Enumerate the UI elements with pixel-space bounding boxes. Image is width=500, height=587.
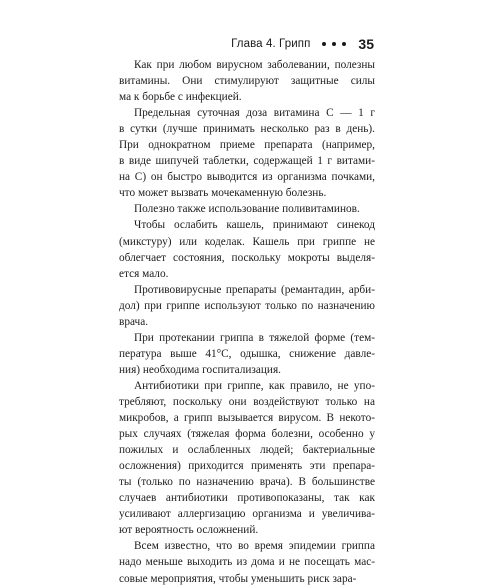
paragraph	[119, 201, 375, 217]
text-line: При протекании гриппа в тяжелой форме (тем-	[134, 331, 375, 344]
text-line: Всем известно, что во время эпидемии гриппа	[134, 540, 375, 553]
text-line: надо меньше выходить из дома и не посещать мас-	[119, 556, 375, 569]
text-line: Противовирусные препараты (ремантадин, арби-	[134, 283, 375, 296]
header-dot	[322, 42, 326, 46]
text-line: что может вызвать мочекаменную болезнь.	[119, 187, 327, 200]
text-line: микробов, а грипп вызывается вирусом. В некото-	[119, 412, 375, 425]
chapter-title: Глава 4. Грипп	[231, 38, 311, 50]
paragraph	[119, 378, 375, 538]
text-line: облегчает состояния, поскольку мокроты выделя-	[119, 251, 375, 264]
text-line: Как при любом вирусном заболевании, полезны	[134, 59, 375, 71]
text-line: врача.	[119, 315, 149, 328]
text-line: ты (только по назначению врача). В большинстве	[119, 476, 375, 489]
paragraph	[119, 538, 375, 586]
text-line: Чтобы ослабить кашель, принимают синекод	[134, 219, 375, 232]
text-line: рых случаях (тяжелая форма болезни, особенно у	[119, 428, 375, 441]
text-line: совые мероприятия, чтобы уменьшить риск зара-	[119, 572, 357, 585]
text-line: Полезно также использование поливитаминов.	[134, 203, 360, 216]
header-dots	[322, 42, 346, 46]
text-line: осложнения) приходится применять эти препара-	[119, 460, 375, 473]
page-number: 35	[358, 36, 374, 52]
text-line: на С) он быстро выводится из организма почками,	[119, 171, 375, 184]
body-text	[119, 57, 375, 587]
text-line: ется мало.	[119, 267, 169, 280]
text-line: усиливают аллергизацию организма и увеличива-	[119, 508, 375, 521]
running-head	[231, 36, 374, 52]
paragraph	[119, 57, 375, 105]
text-line: ют вероятность осложнений.	[119, 524, 259, 537]
paragraph	[119, 282, 375, 330]
text-line: Антибиотики при гриппе, как правило, не упо-	[134, 379, 375, 392]
header-dot	[342, 42, 346, 46]
paragraph	[119, 105, 375, 201]
paragraph	[119, 330, 375, 378]
text-line: ма к борьбе с инфекцией.	[119, 91, 242, 104]
text-line: в сутки (лучше принимать несколько раз в день).	[119, 123, 375, 136]
text-line: случаев антибиотики противопоказаны, так как	[119, 492, 375, 505]
text-line: ния) необходима госпитализация.	[119, 363, 281, 376]
text-line: требляют, поскольку они воздействуют только на	[119, 395, 375, 408]
text-line: (микстуру) или коделак. Кашель при гриппе не	[119, 235, 375, 248]
text-line: пожилых и ослабленных людей; бактериальные	[119, 444, 375, 457]
text-line: витамины. Они стимулируют защитные силы	[119, 75, 375, 88]
header-dot	[332, 42, 336, 46]
text-line: дол) при гриппе используют только по назначению	[119, 299, 375, 312]
text-line: При однократном приеме препарата (например,	[119, 139, 375, 152]
text-line: Предельная суточная доза витамина С — 1 г	[134, 107, 375, 120]
text-line: в виде шипучей таблетки, содержащей 1 г витами-	[119, 155, 375, 168]
paragraph	[119, 217, 375, 281]
text-line: пература выше 41°С, одышка, снижение давле-	[119, 347, 375, 360]
